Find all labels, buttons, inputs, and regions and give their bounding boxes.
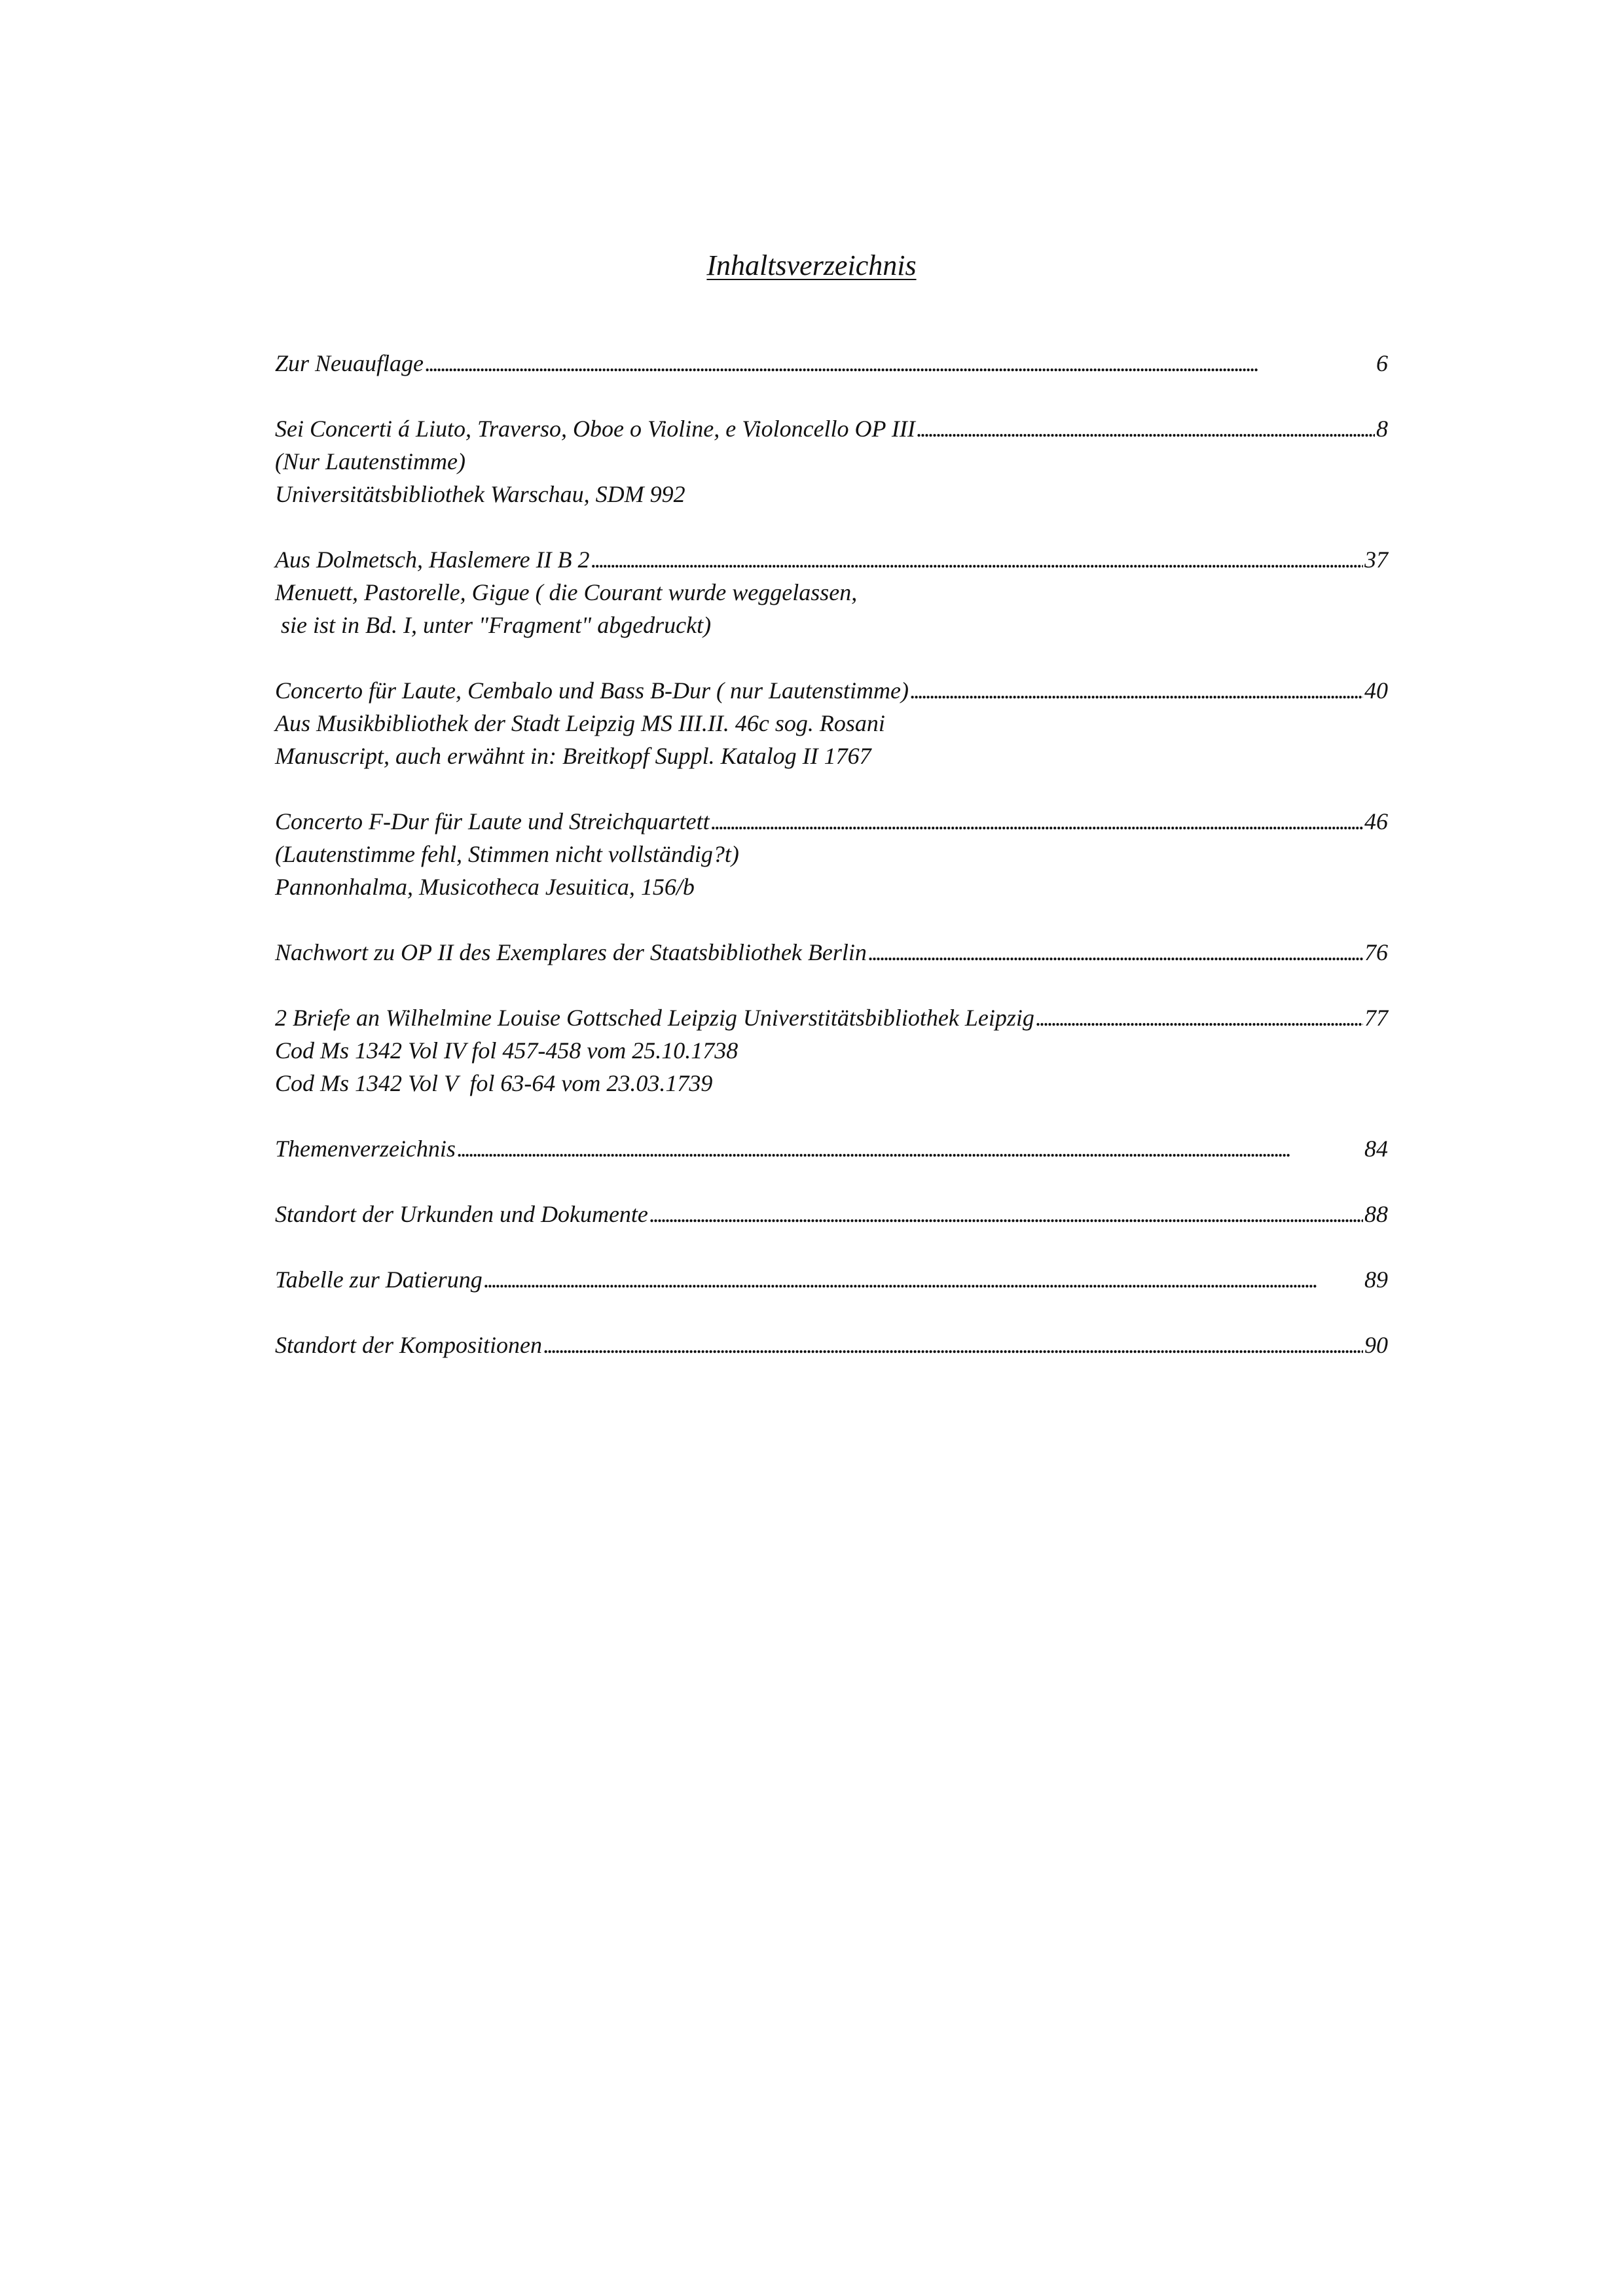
toc-entry [275,543,1388,641]
toc-entry-row [275,1132,1388,1165]
toc-entry-page: 90 [1364,1332,1388,1358]
toc-entry-page: 76 [1364,939,1388,965]
toc-entry-page: 40 [1364,677,1388,704]
toc-entry-row [275,543,1388,576]
toc-entry-row [275,674,1388,707]
toc-entry-page: 84 [1364,1136,1388,1162]
toc-entry [275,1001,1388,1100]
dot-leader [649,1198,1363,1230]
toc-entry-subline: Universitätsbibliothek Warschau, SDM 992 [275,481,685,507]
toc-entry-page: 88 [1364,1201,1388,1227]
dot-leader [543,1329,1363,1361]
toc-entry-label: Standort der Kompositionen [275,1332,543,1358]
toc-entry-label: Concerto F-Dur für Laute und Streichquartett [275,808,710,834]
page-title: Inhaltsverzeichnis [706,249,917,281]
toc-entry [275,805,1388,903]
toc-entry-row [275,1001,1388,1034]
toc-entry-page: 77 [1364,1005,1388,1031]
toc-entry-subline: Cod Ms 1342 Vol V fol 63-64 vom 23.03.1739 [275,1070,713,1096]
toc-entry-row [275,1263,1388,1296]
toc-entry-label: Concerto für Laute, Cembalo und Bass B-Dur ( nur Lautenstimme) [275,677,909,704]
toc-entry [275,1198,1388,1230]
toc-entry-page: 89 [1364,1266,1388,1293]
toc-entry [275,1329,1388,1361]
dot-leader [1036,1001,1363,1034]
toc-entry-subline: Pannonhalma, Musicotheca Jesuitica, 156/b [275,874,695,900]
toc-entry-page: 6 [1376,350,1388,376]
dot-leader [917,412,1375,445]
toc-entry-label: Standort der Urkunden und Dokumente [275,1201,648,1227]
toc-entry-label: Zur Neuauflage [275,350,424,376]
toc-entry-label: 2 Briefe an Wilhelmine Louise Gottsched Leipzig Universtitätsbibliothek Leipzig [275,1005,1034,1031]
toc-entry-label: Aus Dolmetsch, Haslemere II B 2 [275,547,590,573]
toc-entry-subline: Manuscript, auch erwähnt in: Breitkopf Suppl. Katalog II 1767 [275,743,871,769]
dot-leader [591,543,1363,576]
toc-entry-row [275,1198,1388,1230]
toc-entry-label: Nachwort zu OP II des Exemplares der Staatsbibliothek Berlin [275,939,867,965]
dot-leader [484,1263,1363,1296]
toc-entry-subline: sie ist in Bd. I, unter "Fragment" abgedruckt) [275,612,712,638]
dot-leader [711,805,1363,838]
dot-leader [425,347,1375,380]
table-of-contents [275,347,1388,1394]
toc-entry [275,674,1388,772]
toc-entry [275,347,1388,380]
toc-entry [275,936,1388,969]
toc-entry-page: 8 [1376,416,1388,442]
dot-leader [910,674,1363,707]
toc-entry-page: 37 [1364,547,1388,573]
toc-entry-row [275,805,1388,838]
toc-entry-subline: Cod Ms 1342 Vol IV fol 457-458 vom 25.10.1738 [275,1037,739,1064]
toc-entry [275,412,1388,511]
toc-entry [275,1263,1388,1296]
toc-entry-subline: Aus Musikbibliothek der Stadt Leipzig MS III.II. 46c sog. Rosani [275,710,885,736]
dot-leader [457,1132,1363,1165]
toc-entry-label: Sei Concerti á Liuto, Traverso, Oboe o Violine, e Violoncello OP III [275,416,915,442]
toc-entry-label: Tabelle zur Datierung [275,1266,483,1293]
toc-entry-subline: (Lautenstimme fehl, Stimmen nicht vollständig?t) [275,841,739,867]
toc-entry-page: 46 [1364,808,1388,834]
toc-entry-row [275,412,1388,445]
toc-entry-row [275,936,1388,969]
toc-entry-label: Themenverzeichnis [275,1136,456,1162]
toc-entry-row [275,1329,1388,1361]
toc-entry-row [275,347,1388,380]
dot-leader [868,936,1363,969]
toc-entry [275,1132,1388,1165]
toc-entry-subline: Menuett, Pastorelle, Gigue ( die Courant wurde weggelassen, [275,579,858,605]
toc-entry-subline: (Nur Lautenstimme) [275,448,465,475]
